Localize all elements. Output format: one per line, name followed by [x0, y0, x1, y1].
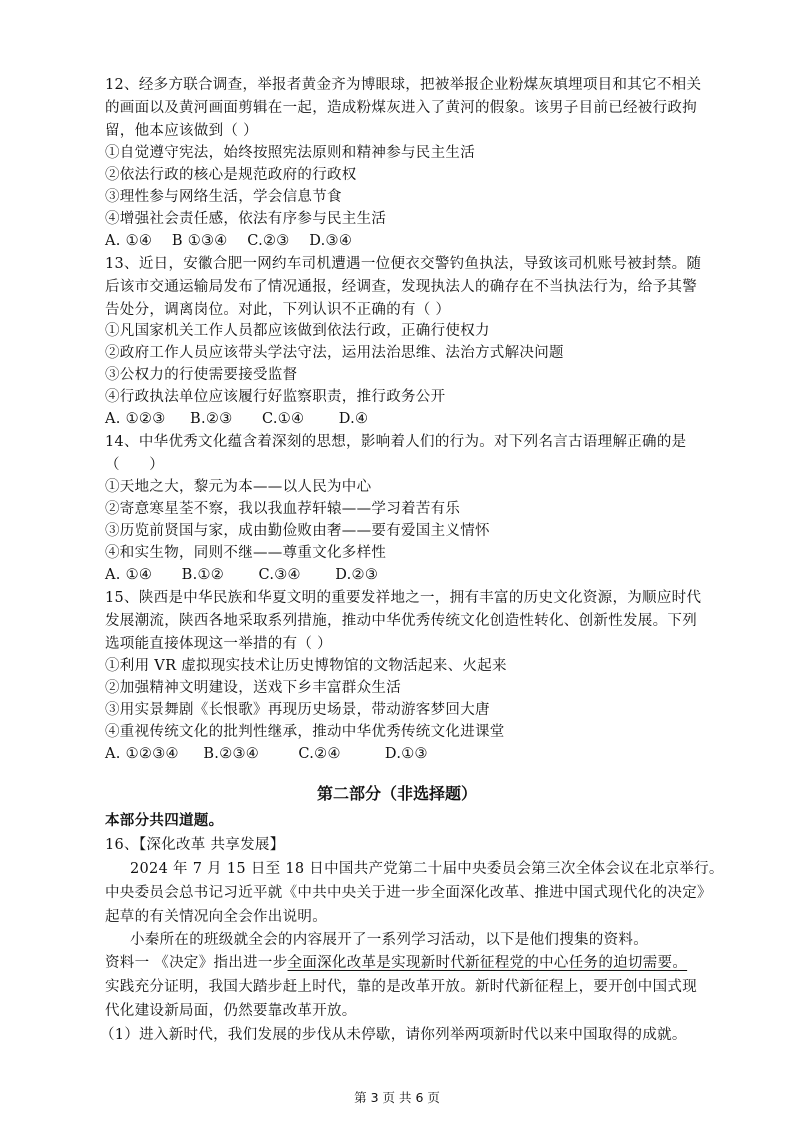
q15-answer-choices: A. ①②③④ B.②③④ C.②④ D.①③	[105, 746, 428, 762]
q16-material-underlined: 全面深化改革是实现新时代新征程党的中心任务的迫切需要。	[287, 955, 688, 971]
q12-answer-choices: A. ①④ B ①③④ C.②③ D.③④	[105, 233, 353, 249]
q13-option-3: ③公权力的行使需要接受监督	[105, 367, 298, 383]
q13-stem-line3: 告处分，调离岗位。对此，下列认识不正确的有（ ）	[105, 302, 451, 318]
q15-stem-line3: 选项能直接体现这一举措的有（ ）	[105, 636, 332, 652]
q12-option-1: ①自觉遵守宪法，始终按照宪法原则和精神参与民主生活	[105, 145, 475, 161]
q16-para1-line1: 2024 年 7 月 15 日至 18 日中国共产党第二十届中央委员会第三次全体会议在北京举行。	[130, 861, 724, 877]
q14-option-4: ④和实生物，同则不继——尊重文化多样性	[105, 545, 387, 561]
q14-stem-line1: 14、中华优秀文化蕴含着深刻的思想，影响着人们的行为。对下列名言古语理解正确的是	[105, 434, 687, 450]
q16-heading: 16、【深化改革 共享发展】	[105, 837, 285, 853]
q15-option-1: ①利用 VR 虚拟现实技术让历史博物馆的文物活起来、火起来	[105, 658, 507, 674]
q14-option-3: ③历览前贤国与家，成由勤俭败由奢——要有爱国主义情怀	[105, 523, 490, 539]
q13-option-4: ④行政执法单位应该履行好监察职责，推行政务公开	[105, 389, 446, 405]
q16-material-prefix: 资料一 《决定》指出进一步	[105, 955, 288, 971]
q14-option-1: ①天地之大，黎元为本——以人民为中心	[105, 479, 372, 495]
q16-material-line2: 实践充分证明，我国大踏步赶上时代，靠的是改革开放。新时代新征程上，要开创中国式现	[105, 979, 697, 995]
q13-stem-line2: 后该市交通运输局发布了情况通报，经调查，发现执法人的确存在不当执法行为，给予其警	[105, 279, 697, 295]
page-number-footer: 第 3 页 共 6 页	[354, 1090, 440, 1105]
part2-intro: 本部分共四道题。	[105, 813, 224, 829]
q16-subquestion-1: （1）进入新时代，我们发展的步伐从未停歇，请你列举两项新时代以来中国取得的成就。	[100, 1027, 687, 1043]
q16-material-line1	[105, 952, 705, 974]
q16-para1-line3: 起草的有关情况向全会作出说明。	[105, 909, 327, 925]
q16-material-line3: 代化建设新局面，仍然要靠改革开放。	[105, 1003, 357, 1019]
q15-option-3: ③用实景舞剧《长恨歌》再现历史场景，带动游客梦回大唐	[105, 702, 490, 718]
q12-stem-line1: 12、经多方联合调查，举报者黄金齐为博眼球，把被举报企业粉煤灰填埋项目和其它不相关	[105, 77, 702, 93]
q12-stem-line3: 留，他本应该做到（ ）	[105, 123, 258, 139]
q14-answer-choices: A. ①④ B.①② C.③④ D.②③	[105, 567, 379, 583]
q14-stem-line2: （ ）	[105, 457, 165, 473]
q15-option-2: ②加强精神文明建设，送戏下乡丰富群众生活	[105, 680, 401, 696]
q13-option-2: ②政府工作人员应该带头学法守法，运用法治思维、法治方式解决问题	[105, 345, 564, 361]
q13-answer-choices: A. ①②③ B.②③ C.①④ D.④	[105, 411, 369, 427]
q15-stem-line2: 发展潮流，陕西各地采取系列措施，推动中华优秀传统文化创造性转化、创新性发展。下列	[105, 613, 697, 629]
q14-option-2: ②寄意寒星荃不察，我以我血荐轩辕——学习着苦有乐	[105, 501, 461, 517]
q13-stem-line1: 13、近日，安徽合肥一网约车司机遭遇一位便衣交警钓鱼执法，导致该司机账号被封禁。随	[105, 256, 702, 272]
q15-stem-line1: 15、陕西是中华民族和华夏文明的重要发祥地之一，拥有丰富的历史文化资源，为顺应时代	[105, 590, 702, 606]
q12-option-3: ③理性参与网络生活，学会信息节食	[105, 189, 342, 205]
q12-option-4: ④增强社会责任感，依法有序参与民主生活	[105, 211, 387, 227]
q13-option-1: ①凡国家机关工作人员都应该做到依法行政，正确行使权力	[105, 323, 490, 339]
q12-option-2: ②依法行政的核心是规范政府的行政权	[105, 167, 357, 183]
q12-stem-line2: 的画面以及黄河画面剪辑在一起，造成粉煤灰进入了黄河的假象。该男子目前已经被行政拘	[105, 100, 697, 116]
q15-option-4: ④重视传统文化的批判性继承，推动中华优秀传统文化进课堂	[105, 724, 505, 740]
part2-title: 第二部分（非选择题）	[316, 784, 477, 803]
q16-para2: 小秦所在的班级就全会的内容展开了一系列学习活动，以下是他们搜集的资料。	[130, 932, 648, 948]
q16-para1-line2: 中央委员会总书记习近平就《中共中央关于进一步全面深化改革、推进中国式现代化的决定》	[105, 885, 712, 901]
